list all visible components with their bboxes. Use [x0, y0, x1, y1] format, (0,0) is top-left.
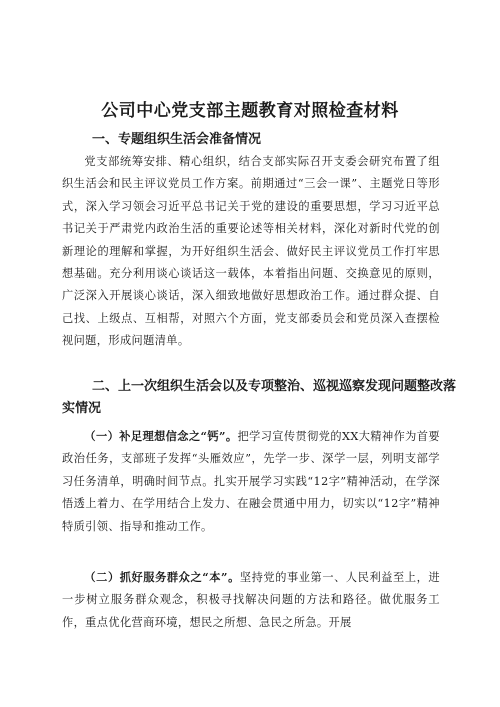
- section2-heading-line1: 二、上一次组织生活会以及专项整治、巡视巡察发现问题整改落: [92, 379, 457, 394]
- section1-heading: 一、专题组织生活会准备情况: [92, 132, 262, 147]
- document-title: 公司中心党支部主题教育对照检查材料: [101, 101, 399, 121]
- item2-title: （二）抓好服务群众之“本”。: [84, 570, 240, 584]
- item2-body: 坚持党的事业第一、人民利益至上，进一步树立服务群众观念，积极寻找解决问题的方法和路径。做优服务工作，重点优化营商环境，想民之所想、急民之所急。开展: [62, 571, 440, 629]
- item1-title: （一）补足理想信念之“钙”。: [84, 429, 238, 443]
- section2-heading-cont: 实情况: [62, 401, 102, 416]
- section2-heading: [92, 375, 472, 394]
- section1-body: 党支部统筹安排、精心组织，结合支部实际召开支委会研究布置了组织生活会和民主评议党员工作方案。前期通过“三会一课”、主题党日等形式，深入学习领会习近平总书记关于党的建设的重要思想，学习习近平总书记关于严肃党内政治生活的重要论述等相关材料，深化对新时代党的创新理论的理解和掌握，为开好组织生活会、做好民主评议党员工作打牢思想基础。充分利用谈心谈话这一载体，本着指出问题、交换意见的原则，广泛深入开展谈心谈话，深入细致地做好思想政治工作。通过群众提、自己找、上级点、互相帮，对照六个方面，党支部委员会和党员深入查摆检视问题，形成问题清单。: [62, 155, 440, 348]
- section2-item1: [62, 425, 440, 538]
- item1-body: 把学习宣传贯彻党的XX大精神作为首要政治任务，支部班子发挥“头雁效应”，先学一步、深学一层，列明支部学习任务清单，明确时间节点。扎实开展学习实践“12字”精神活动，在学深悟透上着力、在学用结合上发力、在融会贯通中用力，切实以“12字”精神特质引领、指导和推动工作。: [62, 430, 440, 533]
- section2-item2: [62, 566, 440, 634]
